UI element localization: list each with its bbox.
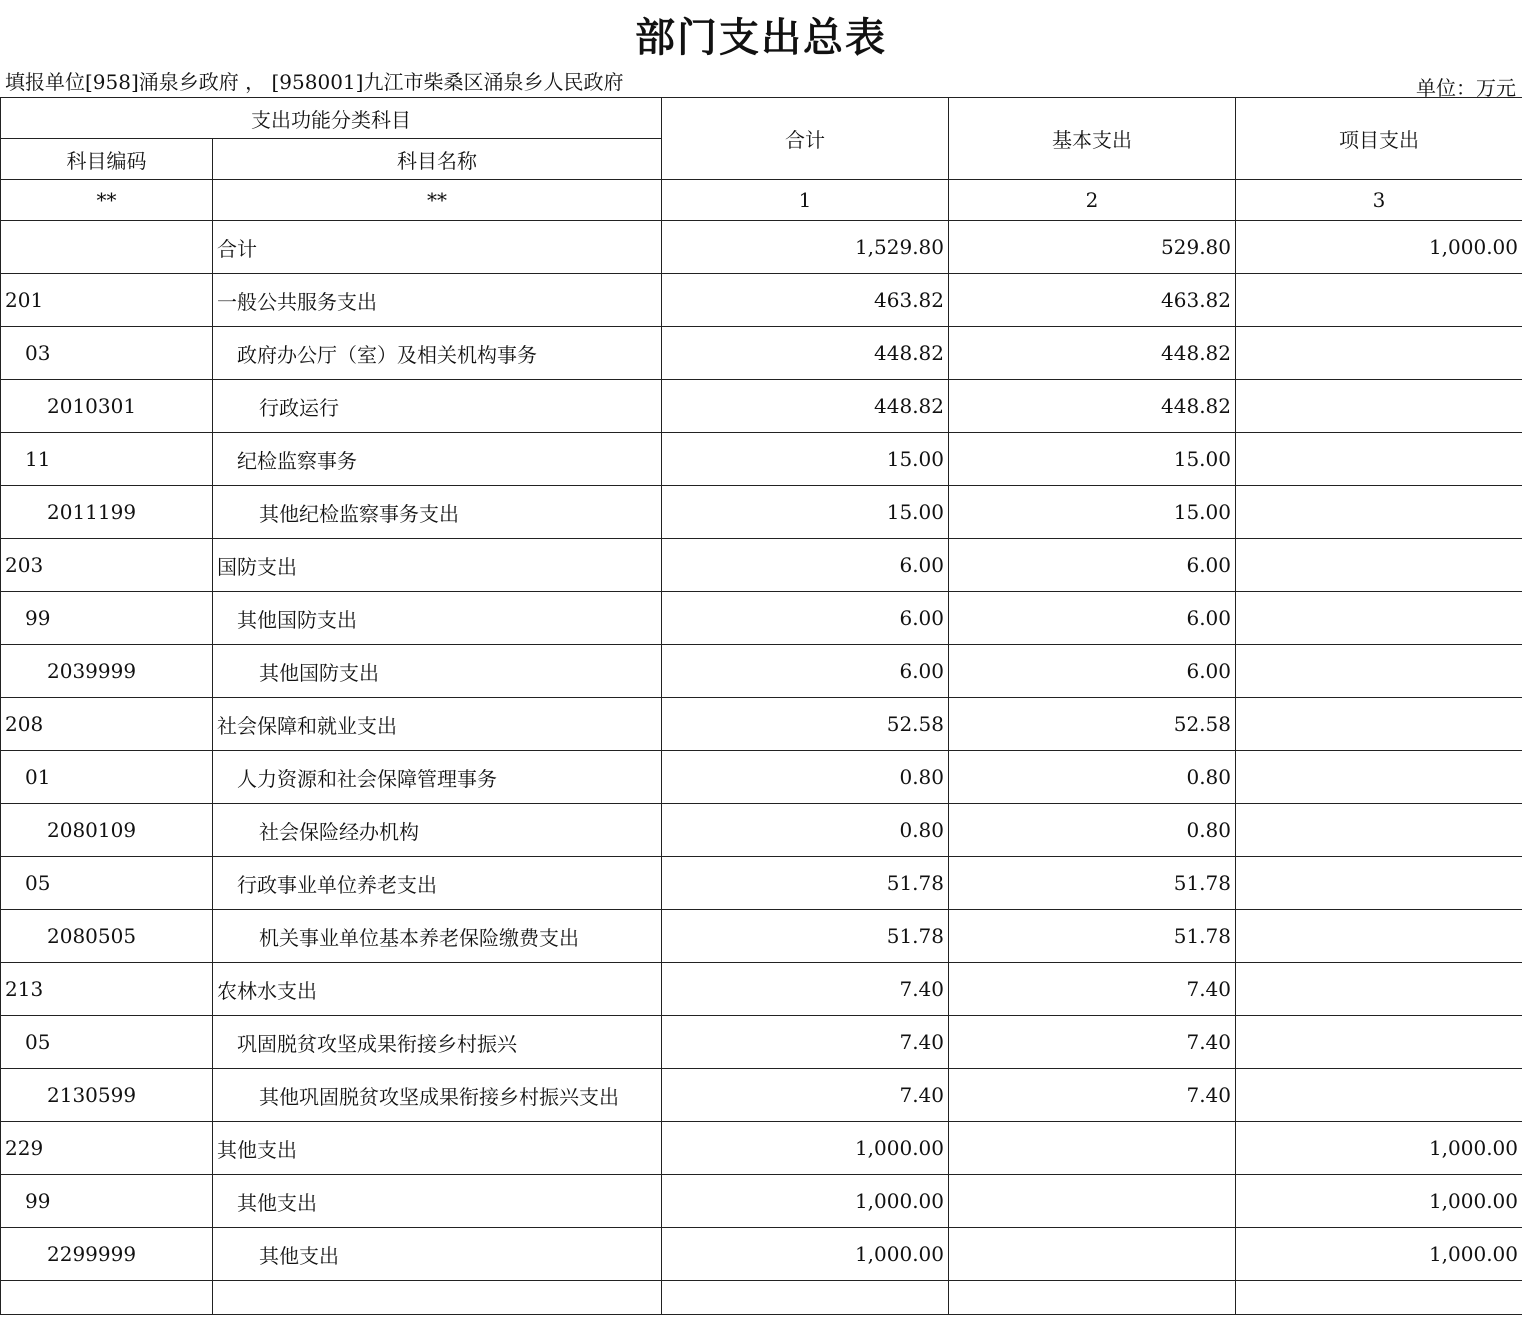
row-basic: 529.80 (949, 221, 1236, 274)
row-code: 203 (1, 539, 213, 592)
row-name: 社会保险经办机构 (213, 804, 662, 857)
table-row (1, 1016, 1522, 1069)
row-name: 其他纪检监察事务支出 (213, 486, 662, 539)
row-code: 201 (1, 274, 213, 327)
empty-cell (1, 1281, 213, 1315)
row-code: 2039999 (1, 645, 213, 698)
row-name: 行政事业单位养老支出 (213, 857, 662, 910)
header-function-category: 支出功能分类科目 (1, 98, 662, 139)
row-project (1236, 963, 1522, 1016)
index-basic: 2 (949, 180, 1236, 221)
row-total: 7.40 (662, 1069, 949, 1122)
table-row (1, 592, 1522, 645)
table-row (1, 645, 1522, 698)
table-row (1, 1228, 1522, 1281)
row-name: 其他支出 (213, 1228, 662, 1281)
header-total: 合计 (662, 98, 949, 180)
row-total: 51.78 (662, 910, 949, 963)
row-basic: 463.82 (949, 274, 1236, 327)
table-row (1, 221, 1522, 274)
row-name: 其他巩固脱贫攻坚成果衔接乡村振兴支出 (213, 1069, 662, 1122)
row-project: 1,000.00 (1236, 1175, 1522, 1228)
header-project: 项目支出 (1236, 98, 1522, 180)
row-total: 0.80 (662, 804, 949, 857)
row-name: 国防支出 (213, 539, 662, 592)
row-code: 2010301 (1, 380, 213, 433)
row-name: 社会保障和就业支出 (213, 698, 662, 751)
row-project (1236, 910, 1522, 963)
table-row (1, 1069, 1522, 1122)
row-code: 05 (1, 857, 213, 910)
row-project (1236, 804, 1522, 857)
row-code: 2130599 (1, 1069, 213, 1122)
row-name: 其他国防支出 (213, 592, 662, 645)
row-total: 1,529.80 (662, 221, 949, 274)
index-code: ** (1, 180, 213, 221)
empty-cell (949, 1281, 1236, 1315)
row-project (1236, 1069, 1522, 1122)
row-code: 01 (1, 751, 213, 804)
row-code (1, 221, 213, 274)
table-row (1, 327, 1522, 380)
row-name: 行政运行 (213, 380, 662, 433)
row-project (1236, 327, 1522, 380)
page-title: 部门支出总表 (635, 15, 887, 61)
row-project (1236, 539, 1522, 592)
row-basic: 448.82 (949, 380, 1236, 433)
table-row (1, 910, 1522, 963)
empty-cell (213, 1281, 662, 1315)
row-code: 99 (1, 1175, 213, 1228)
row-project (1236, 698, 1522, 751)
row-code: 99 (1, 592, 213, 645)
header-basic: 基本支出 (949, 98, 1236, 180)
row-total: 15.00 (662, 486, 949, 539)
row-code: 213 (1, 963, 213, 1016)
row-basic: 6.00 (949, 539, 1236, 592)
row-total: 1,000.00 (662, 1228, 949, 1281)
table-row (1, 380, 1522, 433)
empty-cell (662, 1281, 949, 1315)
row-basic (949, 1122, 1236, 1175)
row-project (1236, 751, 1522, 804)
row-basic: 7.40 (949, 1069, 1236, 1122)
empty-cell (1236, 1281, 1522, 1315)
row-total: 0.80 (662, 751, 949, 804)
table-row (1, 433, 1522, 486)
row-project: 1,000.00 (1236, 221, 1522, 274)
row-name: 政府办公厅（室）及相关机构事务 (213, 327, 662, 380)
row-basic (949, 1228, 1236, 1281)
row-code: 208 (1, 698, 213, 751)
row-basic: 448.82 (949, 327, 1236, 380)
table-row (1, 539, 1522, 592)
row-project (1236, 592, 1522, 645)
row-name: 人力资源和社会保障管理事务 (213, 751, 662, 804)
row-total: 6.00 (662, 645, 949, 698)
row-code: 229 (1, 1122, 213, 1175)
row-code: 05 (1, 1016, 213, 1069)
row-name: 其他支出 (213, 1122, 662, 1175)
row-basic: 0.80 (949, 751, 1236, 804)
table-row-empty (1, 1281, 1522, 1315)
table-row (1, 1122, 1522, 1175)
row-project (1236, 274, 1522, 327)
row-basic: 6.00 (949, 592, 1236, 645)
row-name: 巩固脱贫攻坚成果衔接乡村振兴 (213, 1016, 662, 1069)
row-total: 1,000.00 (662, 1175, 949, 1228)
table-row (1, 486, 1522, 539)
row-name: 机关事业单位基本养老保险缴费支出 (213, 910, 662, 963)
row-basic: 15.00 (949, 433, 1236, 486)
row-total: 448.82 (662, 327, 949, 380)
row-name: 农林水支出 (213, 963, 662, 1016)
row-total: 52.58 (662, 698, 949, 751)
reporting-unit: 填报单位[958]涌泉乡政府 ， [958001]九江市柴桑区涌泉乡人民政府 (5, 70, 624, 94)
index-project: 3 (1236, 180, 1522, 221)
unit-label: 单位：万元 (1416, 76, 1516, 100)
row-basic: 0.80 (949, 804, 1236, 857)
row-project (1236, 1016, 1522, 1069)
row-basic: 51.78 (949, 910, 1236, 963)
row-total: 6.00 (662, 539, 949, 592)
table-row (1, 751, 1522, 804)
row-name: 其他支出 (213, 1175, 662, 1228)
row-code: 2011199 (1, 486, 213, 539)
table-row (1, 698, 1522, 751)
row-basic: 52.58 (949, 698, 1236, 751)
row-code: 11 (1, 433, 213, 486)
row-total: 15.00 (662, 433, 949, 486)
row-basic: 7.40 (949, 963, 1236, 1016)
row-name: 合计 (213, 221, 662, 274)
row-name: 其他国防支出 (213, 645, 662, 698)
row-name: 纪检监察事务 (213, 433, 662, 486)
row-project: 1,000.00 (1236, 1228, 1522, 1281)
table-row (1, 804, 1522, 857)
row-project (1236, 433, 1522, 486)
row-code: 2080505 (1, 910, 213, 963)
row-code: 03 (1, 327, 213, 380)
row-total: 7.40 (662, 963, 949, 1016)
row-code: 2080109 (1, 804, 213, 857)
row-project (1236, 645, 1522, 698)
index-total: 1 (662, 180, 949, 221)
row-basic: 7.40 (949, 1016, 1236, 1069)
table-row (1, 1175, 1522, 1228)
row-basic: 51.78 (949, 857, 1236, 910)
table-row (1, 274, 1522, 327)
row-total: 7.40 (662, 1016, 949, 1069)
table-row (1, 857, 1522, 910)
row-total: 463.82 (662, 274, 949, 327)
header-code: 科目编码 (1, 139, 213, 180)
index-name: ** (213, 180, 662, 221)
row-project (1236, 486, 1522, 539)
row-total: 1,000.00 (662, 1122, 949, 1175)
table-row (1, 963, 1522, 1016)
row-basic: 6.00 (949, 645, 1236, 698)
header-name: 科目名称 (213, 139, 662, 180)
row-total: 51.78 (662, 857, 949, 910)
row-project: 1,000.00 (1236, 1122, 1522, 1175)
row-project (1236, 380, 1522, 433)
row-code: 2299999 (1, 1228, 213, 1281)
row-total: 448.82 (662, 380, 949, 433)
expenditure-table (0, 97, 1522, 1315)
row-project (1236, 857, 1522, 910)
row-basic (949, 1175, 1236, 1228)
row-basic: 15.00 (949, 486, 1236, 539)
row-total: 6.00 (662, 592, 949, 645)
row-name: 一般公共服务支出 (213, 274, 662, 327)
